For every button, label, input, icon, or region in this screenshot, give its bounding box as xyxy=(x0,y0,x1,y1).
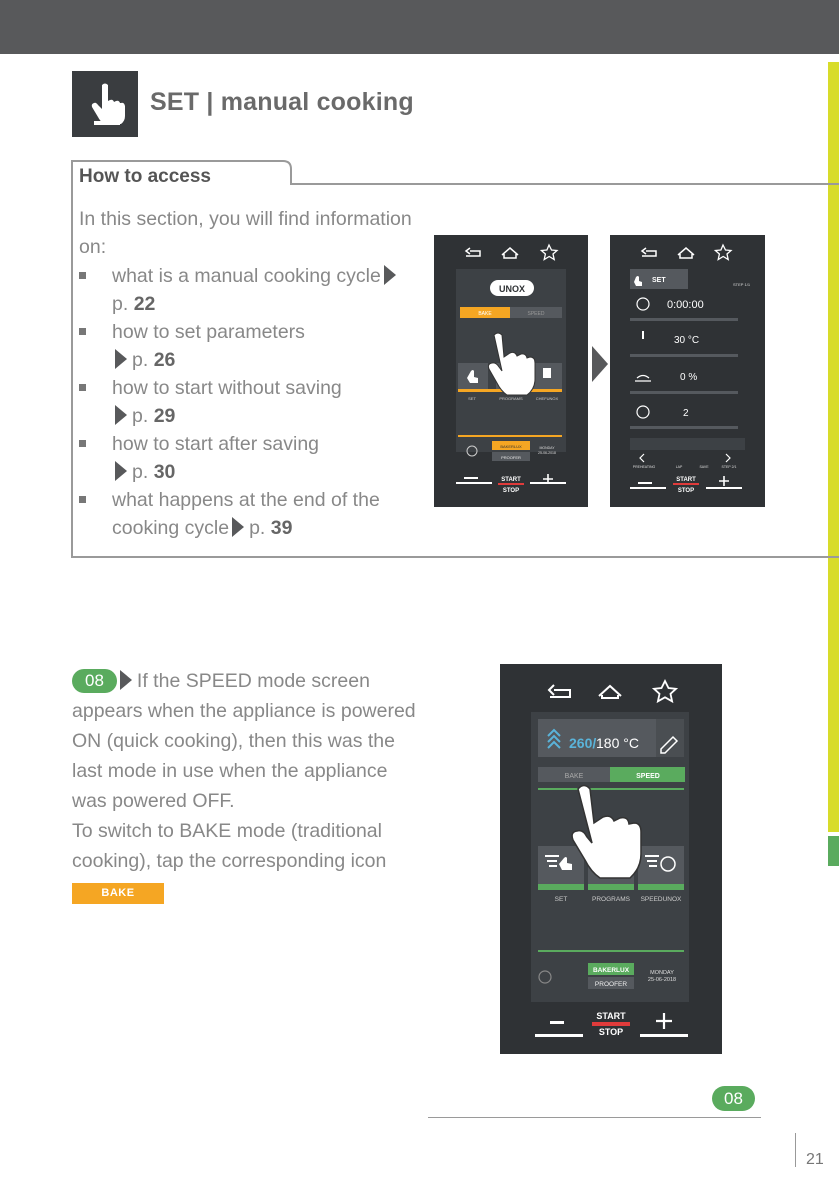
access-bullet-list xyxy=(79,262,409,542)
star-icon xyxy=(715,245,731,260)
nav-lap: LAP xyxy=(675,465,683,469)
star-icon xyxy=(541,245,557,260)
arrow-right-icon xyxy=(384,265,396,285)
label-set: SET xyxy=(554,896,568,903)
date-value: 25-06-2018 xyxy=(538,451,556,455)
list-item: how to set parameters p. 26 xyxy=(79,318,409,374)
stop-label: STOP xyxy=(677,488,695,494)
label-set: SET xyxy=(468,396,476,401)
date-day: MONDAY xyxy=(539,446,555,450)
humidity-icon xyxy=(635,376,651,382)
arrow-right-icon xyxy=(115,461,127,481)
home-icon xyxy=(502,248,518,258)
list-item: how to start after saving p. 30 xyxy=(79,430,409,486)
humidity-value: 0 % xyxy=(680,372,698,383)
oven-screen-set xyxy=(610,235,765,507)
temperature-value: 30 °C xyxy=(674,335,700,346)
label-programs: PROGRAMS xyxy=(592,896,630,903)
step-indicator: STEP 1/1 xyxy=(733,282,751,287)
fan-value: 2 xyxy=(683,408,689,419)
chapter-tab-green xyxy=(828,836,839,866)
back-icon xyxy=(549,685,570,697)
arrow-right-icon xyxy=(115,405,127,425)
page-link[interactable]: 22 xyxy=(133,293,156,315)
start-label: START xyxy=(676,477,696,483)
bake-chip: BAKE xyxy=(72,883,164,904)
label-programs: PROGRAMS xyxy=(499,396,523,401)
list-item: what happens at the end of the cooking cycle p. 39 xyxy=(79,486,409,542)
access-heading: How to access xyxy=(79,166,211,187)
tab-speed: SPEED xyxy=(527,311,545,317)
page-link[interactable]: 29 xyxy=(153,405,176,427)
start-label: START xyxy=(501,477,521,483)
nav-save: SAVE xyxy=(699,465,709,469)
fan-icon xyxy=(637,406,649,418)
page-link[interactable]: 30 xyxy=(153,461,176,483)
page-link[interactable]: 39 xyxy=(270,517,293,539)
nav-preheating: PREHEATING xyxy=(632,465,656,469)
tab-speed: SPEED xyxy=(636,773,660,780)
list-item: how to start without saving p. 29 xyxy=(79,374,409,430)
mode-proofer: PROOFER xyxy=(501,455,521,460)
date-day: MONDAY xyxy=(650,970,674,976)
temp-current: 260/ xyxy=(569,735,597,751)
arrow-right-icon xyxy=(232,517,244,537)
clock-icon xyxy=(637,298,649,310)
page-title: SET | manual cooking xyxy=(150,88,414,116)
label-speedunox: SPEEDUNOX xyxy=(640,896,682,903)
unox-logo: UNOX xyxy=(498,284,526,294)
time-value: 0:00:00 xyxy=(667,299,704,311)
back-icon xyxy=(642,248,656,256)
arrow-right-icon xyxy=(592,346,608,382)
tab-bake: BAKE xyxy=(478,311,492,317)
temp-set: 180 °C xyxy=(596,735,639,751)
mode-bakerlux: BAKERLUX xyxy=(500,444,522,449)
footer-step-badge: 08 xyxy=(712,1086,755,1111)
mode-bakerlux: BAKERLUX xyxy=(592,967,630,974)
star-icon xyxy=(654,681,676,701)
footer-rule xyxy=(428,1117,761,1118)
oven-screen-speed xyxy=(500,664,722,1054)
stop-label: STOP xyxy=(502,488,520,494)
home-icon xyxy=(678,248,694,258)
access-intro: In this section, you will find information on: xyxy=(79,208,412,258)
date-value: 25-06-2018 xyxy=(647,977,677,983)
list-item: what is a manual cooking cyclep. 22 xyxy=(79,262,409,318)
mode-set-label: SET xyxy=(652,277,666,284)
page-divider xyxy=(795,1133,796,1167)
hand-pointer-icon xyxy=(72,71,138,137)
page-link[interactable]: 26 xyxy=(153,349,176,371)
nav-step: STEP 2/1 xyxy=(721,465,737,469)
arrow-right-icon xyxy=(120,670,132,690)
temperature-icon xyxy=(642,331,644,339)
label-chefunox: CHEFUNOX xyxy=(535,396,559,401)
step-badge: 08 xyxy=(72,669,117,693)
home-icon xyxy=(599,686,621,698)
start-label: START xyxy=(596,1011,626,1021)
top-bar xyxy=(0,0,839,54)
oven-screen-home xyxy=(434,235,588,507)
stop-label: STOP xyxy=(598,1027,624,1037)
mode-proofer: PROOFER xyxy=(594,981,628,988)
tab-bake: BAKE xyxy=(564,773,584,780)
step-08-text: 08 If the SPEED mode screen appears when the appliance is powered ON (quick cooking), then this was the last mode in use when the appliance was powered OFF. To switch to BAKE mode (traditional cooking), tap the corresponding icon BAKE xyxy=(72,666,422,906)
back-icon xyxy=(466,248,480,256)
arrow-right-icon xyxy=(115,349,127,369)
page-number: 21 xyxy=(806,1151,824,1168)
